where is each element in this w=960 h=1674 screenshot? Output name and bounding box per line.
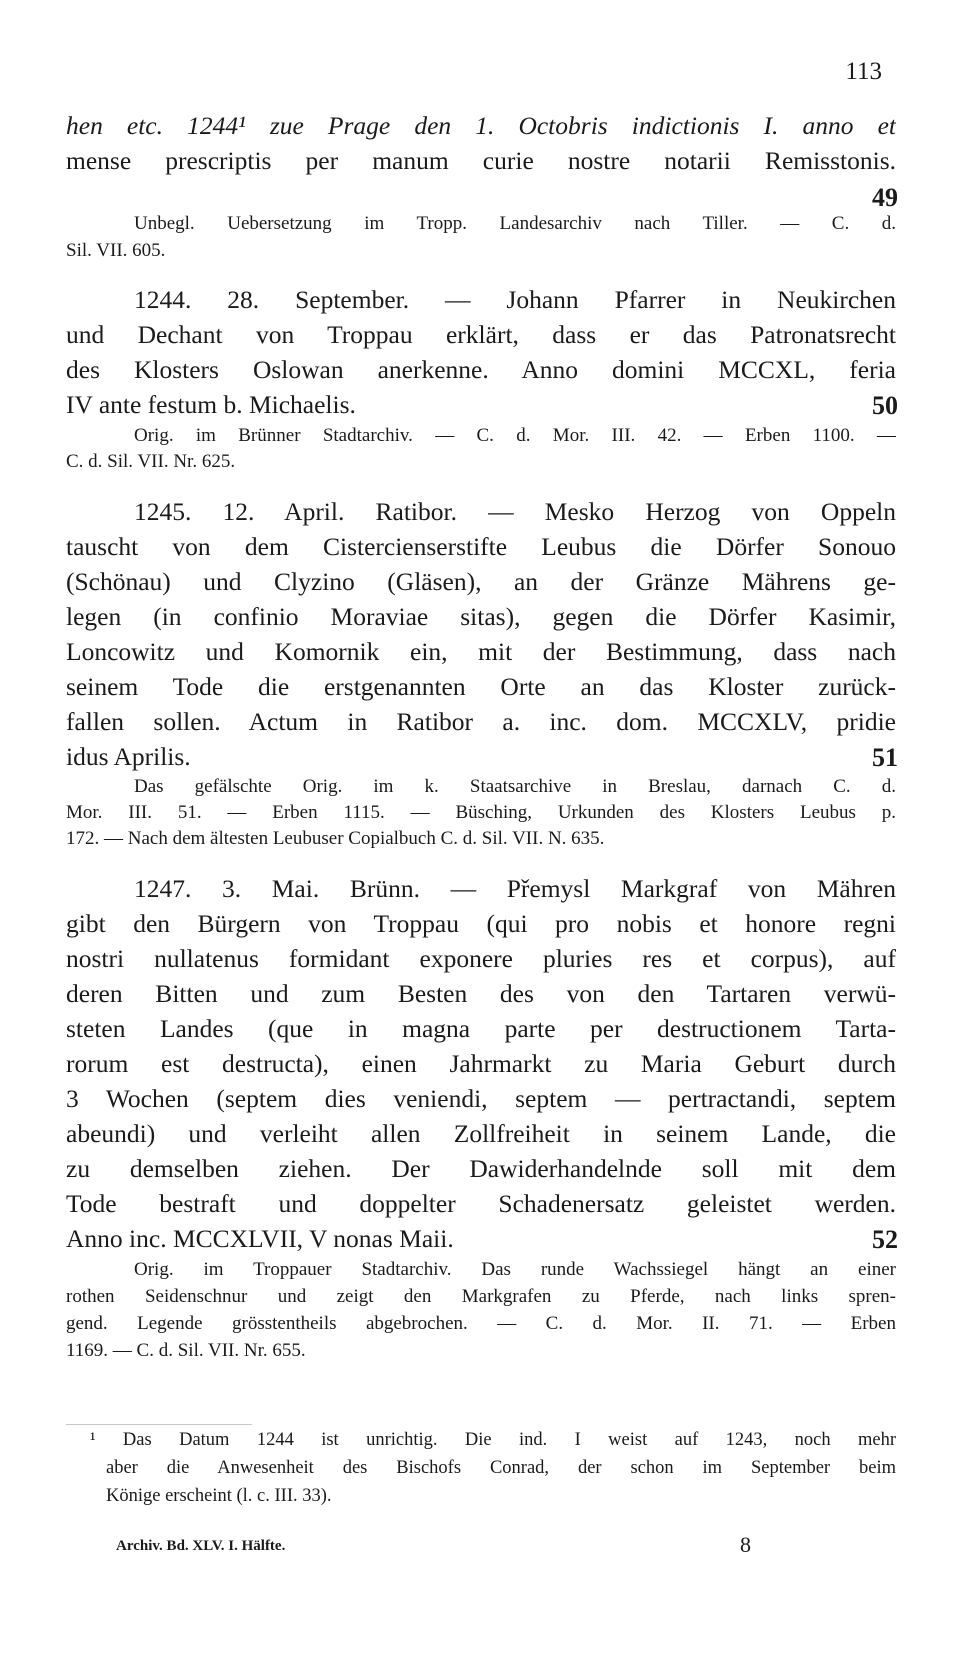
text-line: seinem Tode die erstgenannten Orte an das Kloster zurück- [66, 672, 896, 701]
text-line: mense prescriptis per manum curie nostre notarii Remisstonis. [66, 146, 896, 175]
text-line: Tode bestraft und doppelter Schadenersatz geleistet werden. [66, 1189, 896, 1218]
text-line: 1245. 12. April. Ratibor. — Mesko Herzog von Oppeln [134, 497, 896, 526]
footnote-separator [66, 1424, 252, 1425]
signature-number: 8 [740, 1532, 751, 1557]
text-line: fallen sollen. Actum in Ratibor a. inc. dom. MCCXLV, pridie [66, 707, 896, 736]
text-line: gibt den Bürgern von Troppau (qui pro nobis et honore regni [66, 909, 896, 938]
document-number: 52 [872, 1225, 898, 1254]
footnote-line: aber die Anwesenheit des Bischofs Conrad, der schon im September beim [106, 1458, 896, 1478]
footnote-line: ¹ Das Datum 1244 ist unrichtig. Die ind. I weist auf 1243, noch mehr [90, 1430, 896, 1450]
text-line: 1247. 3. Mai. Brünn. — Přemysl Markgraf von Mähren [134, 874, 896, 903]
page-number: 113 [845, 58, 882, 85]
note-line: Orig. im Brünner Stadtarchiv. — C. d. Mor. III. 42. — Erben 1100. — [134, 425, 896, 446]
text-line: Loncowitz und Komornik ein, mit der Bestimmung, dass nach [66, 637, 896, 666]
text-line: (Schönau) und Clyzino (Gläsen), an der Gränze Mährens ge- [66, 567, 896, 596]
text-line: tauscht von dem Cistercienserstifte Leubus die Dörfer Sonouo [66, 532, 896, 561]
note-line: rothen Seidenschnur und zeigt den Markgrafen zu Pferde, nach links spren- [66, 1286, 896, 1307]
document-number: 51 [872, 743, 898, 772]
text-line: legen (in confinio Moraviae sitas), gegen die Dörfer Kasimir, [66, 602, 896, 631]
text-line: IV ante festum b. Michaelis. [66, 390, 356, 419]
note-line: Das gefälschte Orig. im k. Staatsarchive in Breslau, darnach C. d. [134, 776, 896, 797]
footnote-line: Könige erscheint (l. c. III. 33). [106, 1486, 332, 1506]
text-line: deren Bitten und zum Besten des von den Tartaren verwü- [66, 979, 896, 1008]
text-line: hen etc. 1244¹ zue Prage den 1. Octobris indictionis I. anno et [66, 111, 896, 140]
text-line: Anno inc. MCCXLVII, V nonas Maii. [66, 1224, 454, 1253]
text-line: idus Aprilis. [66, 742, 191, 771]
text-line: zu demselben ziehen. Der Dawiderhandelnde soll mit dem [66, 1154, 896, 1183]
note-line: Mor. III. 51. — Erben 1115. — Büsching, Urkunden des Klosters Leubus p. [66, 802, 896, 823]
note-line: Orig. im Troppauer Stadtarchiv. Das runde Wachssiegel hängt an einer [134, 1259, 896, 1280]
text-line: 3 Wochen (septem dies veniendi, septem — pertractandi, septem [66, 1084, 896, 1113]
text-line: 1244. 28. September. — Johann Pfarrer in Neukirchen [134, 285, 896, 314]
text-line: und Dechant von Troppau erklärt, dass er das Patronatsrecht [66, 320, 896, 349]
text-line: nostri nullatenus formidant exponere pluries res et corpus), auf [66, 944, 896, 973]
note-line: 1169. — C. d. Sil. VII. Nr. 655. [66, 1340, 306, 1361]
text-line: rorum est destructa), einen Jahrmarkt zu Maria Geburt durch [66, 1049, 896, 1078]
text-line: des Klosters Oslowan anerkenne. Anno domini MCCXL, feria [66, 355, 896, 384]
text-line: abeundi) und verleiht allen Zollfreiheit in seinem Lande, die [66, 1119, 896, 1148]
note-line: gend. Legende grösstentheils abgebrochen. — C. d. Mor. II. 71. — Erben [66, 1313, 896, 1334]
note-line: Sil. VII. 605. [66, 240, 166, 261]
note-line: C. d. Sil. VII. Nr. 625. [66, 451, 236, 472]
document-number: 50 [872, 391, 898, 420]
document-number: 49 [872, 183, 898, 212]
note-line: 172. — Nach dem ältesten Leubuser Copialbuch C. d. Sil. VII. N. 635. [66, 828, 605, 849]
signature-mark: Archiv. Bd. XLV. I. Hälfte. [116, 1538, 286, 1554]
note-line: Unbegl. Uebersetzung im Tropp. Landesarchiv nach Tiller. — C. d. [134, 213, 896, 234]
text-line: steten Landes (que in magna parte per destructionem Tarta- [66, 1014, 896, 1043]
